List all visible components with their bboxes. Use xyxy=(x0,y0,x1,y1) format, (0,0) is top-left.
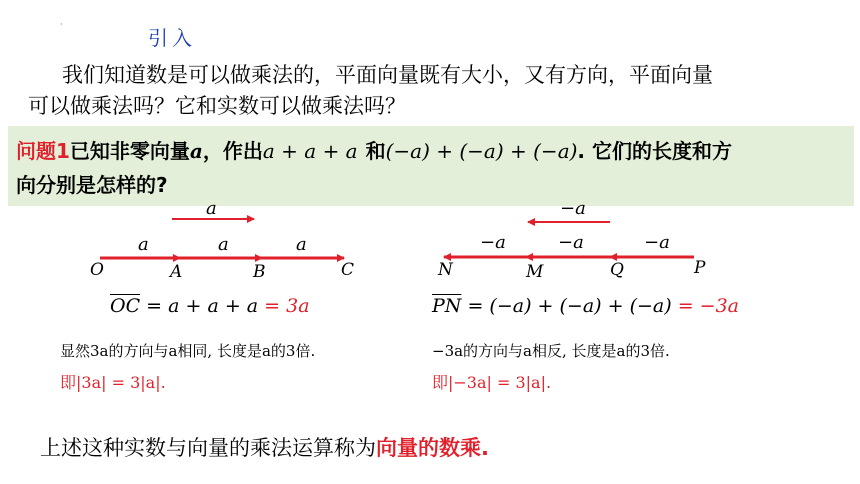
segment-label-mn: −a xyxy=(480,232,506,253)
right-equation xyxy=(432,295,739,317)
left-equation-rhs: = 3a xyxy=(264,295,310,317)
question-part-a: 已知非零向量 xyxy=(69,139,190,163)
summary-text: 上述这种实数与向量的乘法运算称为 xyxy=(40,436,376,460)
point-b: B xyxy=(253,262,266,282)
vector-neg-a-label: −a xyxy=(560,198,586,219)
point-a: A xyxy=(170,262,183,282)
question-part-d: . 它们的长度和方 xyxy=(577,139,732,163)
summary-line xyxy=(40,432,489,462)
left-equation-lhs: $\overline{OC}$ xyxy=(110,295,141,317)
right-note: −3a的方向与a相反, 长度是a的3倍. xyxy=(432,342,670,360)
question-line-2: 向分别是怎样的? xyxy=(16,173,168,197)
segment-label-qm: −a xyxy=(558,232,584,253)
intro-line-1: 我们知道数是可以做乘法的，平面向量既有大小，又有方向，平面向量 xyxy=(62,63,713,87)
left-note: 显然3a的方向与a相同, 长度是a的3倍. xyxy=(60,342,316,360)
question-vector: a xyxy=(189,139,203,163)
right-equation-rhs: = −3a xyxy=(677,295,739,317)
question-part-c: 和 xyxy=(365,139,386,163)
segment-label-pq: −a xyxy=(644,232,670,253)
point-n: N xyxy=(438,260,453,280)
summary-highlight: 向量的数乘. xyxy=(376,436,489,460)
right-conclusion: 即|−3a| = 3|a|. xyxy=(432,373,552,392)
right-equation-mid: = (−a) + (−a) + (−a) xyxy=(461,295,678,317)
question-expr-1: a + a + a xyxy=(262,139,358,163)
segment-label-oa: a xyxy=(138,234,149,255)
segment-label-bc: a xyxy=(296,234,307,255)
question-expr-2: (−a) + (−a) + (−a) xyxy=(385,139,578,163)
page-title: 引入 xyxy=(148,26,196,50)
decor-dot: · xyxy=(60,20,63,29)
point-c: C xyxy=(341,260,355,280)
point-o: O xyxy=(90,260,104,280)
vector-a-label: a xyxy=(206,198,217,219)
left-conclusion: 即|3a| = 3|a|. xyxy=(60,373,166,392)
question-part-b: ，作出 xyxy=(202,139,263,163)
point-m: M xyxy=(526,262,544,282)
point-p: P xyxy=(694,258,706,278)
segment-label-ab: a xyxy=(218,234,229,255)
question-label: 问题1 xyxy=(16,139,70,163)
right-equation-lhs: $\overline{PN}$ xyxy=(432,295,462,317)
point-q: Q xyxy=(610,260,624,280)
left-equation-mid: = a + a + a xyxy=(140,295,265,317)
left-equation xyxy=(110,295,310,317)
intro-line-2: 可以做乘法吗？它和实数可以做乘法吗？ xyxy=(28,94,406,118)
